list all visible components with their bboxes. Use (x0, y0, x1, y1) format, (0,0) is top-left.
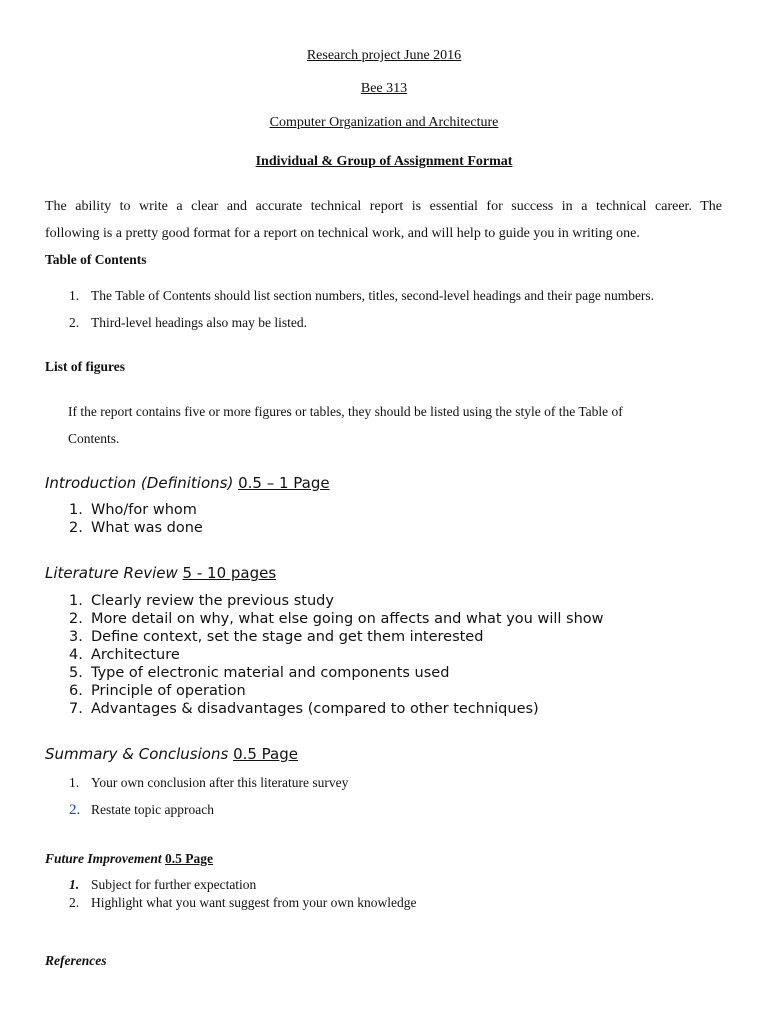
list-item (69, 610, 604, 628)
list-item-text: Type of electronic material and components used (91, 665, 450, 681)
toc-heading: Table of Contents (45, 252, 147, 267)
toc-item-2-text: Third-level headings also may be listed. (91, 315, 307, 330)
list-item (69, 628, 604, 646)
list-item-number: 7. (69, 701, 83, 717)
future-item-2-text: Highlight what you want suggest from your own knowledge (91, 895, 417, 910)
list-item (69, 646, 604, 664)
list-item-text: Who/for whom (91, 502, 197, 518)
future-item-2-number: 2. (69, 895, 80, 910)
list-item-number: 5. (69, 665, 83, 681)
summary-heading (45, 745, 298, 763)
intro-paragraph (45, 193, 722, 247)
list-item (69, 682, 604, 700)
intro-paragraph-line-1: The ability to write a clear and accurate technical report is essential for success in a technical career. The (45, 199, 722, 214)
toc-item-1-number: 1. (69, 288, 80, 303)
list-item (69, 592, 604, 610)
summary-item-1 (69, 775, 348, 791)
literature-list (69, 592, 604, 718)
list-item-number: 6. (69, 683, 83, 699)
introduction-heading (45, 474, 330, 492)
future-heading-text: Future Improvement (45, 851, 162, 866)
literature-length: 5 - 10 pages (182, 564, 277, 582)
summary-length: 0.5 Page (233, 745, 298, 763)
future-item-1-number: 1. (69, 877, 80, 892)
literature-heading (45, 564, 276, 582)
toc-item-1-text: The Table of Contents should list section numbers, titles, second-level headings and their page numbers. (91, 288, 655, 303)
future-item-1-text: Subject for further expectation (91, 877, 257, 892)
list-item (69, 664, 604, 682)
figures-line-2: Contents. (68, 431, 120, 446)
summary-heading-text: Summary & Conclusions (45, 745, 229, 763)
list-item-number: 3. (69, 629, 83, 645)
toc-item-2-number: 2. (69, 315, 80, 330)
header-line-course-name: Computer Organization and Architecture (269, 115, 499, 130)
list-item-number: 1. (69, 502, 83, 518)
list-item (69, 519, 203, 537)
list-item-text: Define context, set the stage and get them interested (91, 629, 484, 645)
literature-heading-text: Literature Review (45, 564, 178, 582)
introduction-list (69, 501, 203, 537)
list-item (69, 700, 604, 718)
summary-item-1-number: 1. (69, 775, 80, 790)
list-item-number: 2. (69, 520, 83, 536)
list-item-number: 4. (69, 647, 83, 663)
list-item-number: 2. (69, 611, 83, 627)
future-item-1 (69, 877, 256, 893)
summary-item-2 (69, 802, 214, 819)
header-line-course-code: Bee 313 (360, 81, 408, 96)
introduction-length: 0.5 – 1 Page (238, 474, 330, 492)
list-item-text: Principle of operation (91, 683, 246, 699)
list-item-text: What was done (91, 520, 203, 536)
toc-item-1 (69, 288, 654, 304)
list-item-text: Clearly review the previous study (91, 593, 334, 609)
introduction-heading-text: Introduction (Definitions) (45, 474, 234, 492)
summary-item-2-number: 2. (69, 802, 81, 818)
figures-line-1: If the report contains five or more figures or tables, they should be listed using the style of the Table of (68, 404, 623, 419)
list-item-text: Advantages & disadvantages (compared to other techniques) (91, 701, 539, 717)
references-heading: References (45, 953, 107, 968)
list-item-text: Architecture (91, 647, 180, 663)
future-item-2 (69, 895, 416, 911)
list-item-text: More detail on why, what else going on affects and what you will show (91, 611, 604, 627)
future-length: 0.5 Page (165, 851, 214, 866)
header-line-research-project: Research project June 2016 (306, 48, 462, 63)
document-title: Individual & Group of Assignment Format (255, 154, 513, 169)
future-heading (45, 851, 213, 867)
figures-heading: List of figures (45, 359, 125, 374)
toc-item-2 (69, 315, 307, 331)
list-item-number: 1. (69, 593, 83, 609)
list-item (69, 501, 203, 519)
intro-paragraph-line-2: following is a pretty good format for a report on technical work, and will help to guide you in writing one. (45, 226, 640, 241)
summary-item-1-text: Your own conclusion after this literature survey (91, 775, 349, 790)
summary-item-2-text: Restate topic approach (91, 802, 214, 817)
